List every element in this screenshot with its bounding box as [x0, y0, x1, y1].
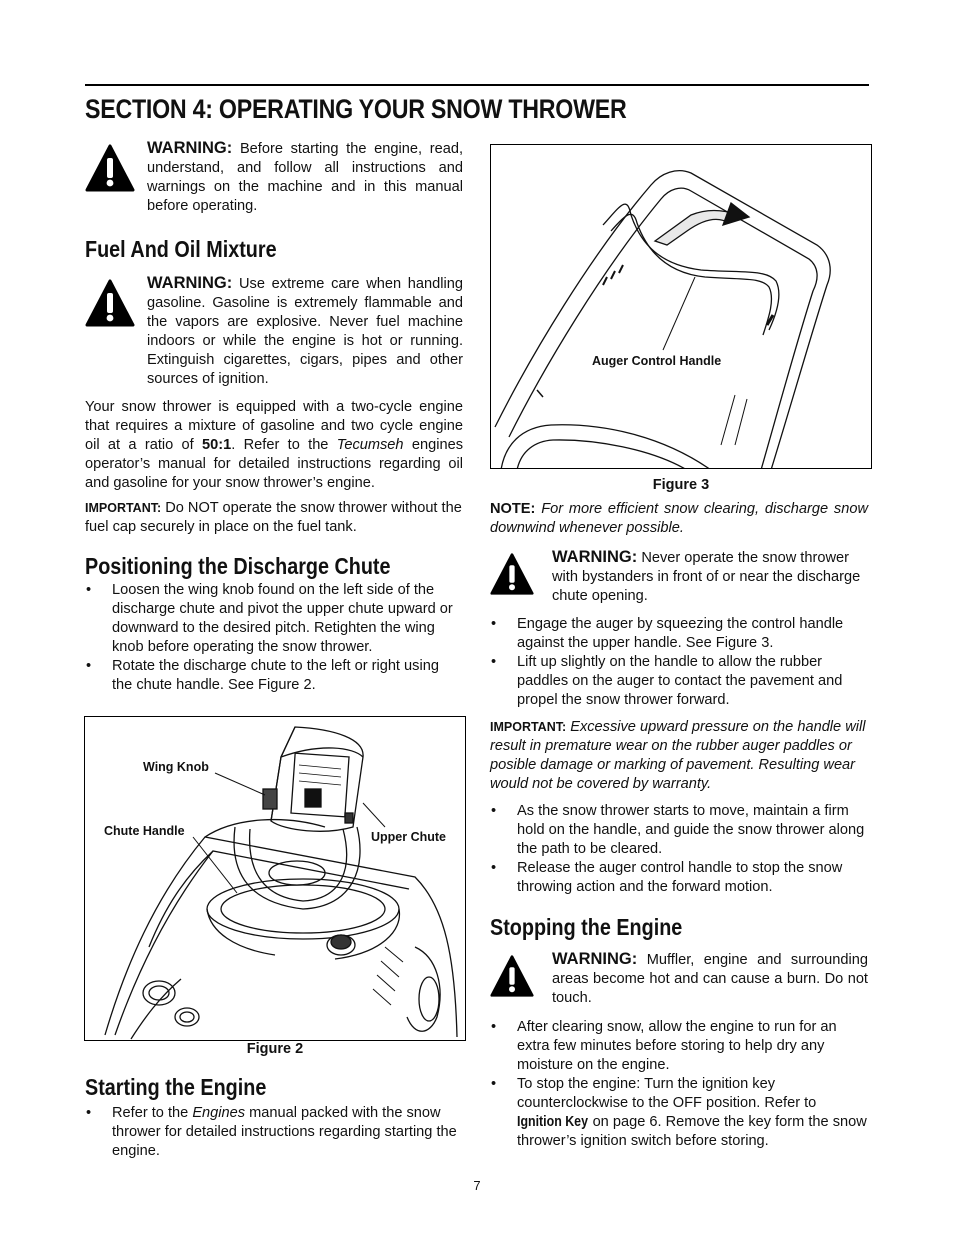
fuel-paragraph — [85, 398, 463, 493]
list-item: • Release the auger control handle to stop the snow throwing action and the forward motion. — [490, 859, 868, 897]
figure-2-caption: Figure 2 — [246, 1041, 304, 1057]
fuel-brand: Tecumseh — [336, 437, 404, 453]
list-item — [85, 1104, 463, 1161]
chute-heading: Positioning the Discharge Chute — [85, 553, 391, 579]
left-column — [85, 139, 463, 695]
warning-hot — [490, 950, 868, 1008]
list-item: • After clearing snow, allow the engine to run for an extra few minutes before storing to help dry any moisture on the engine. — [490, 1018, 868, 1075]
warning-triangle-icon — [490, 548, 540, 606]
starting-section — [85, 1073, 463, 1161]
important-2 — [490, 718, 868, 794]
warning-label: WARNING: — [147, 139, 233, 157]
auger-control-handle-label: Auger Control Handle — [592, 354, 722, 368]
header-rule — [85, 84, 869, 86]
warning-triangle-icon — [85, 139, 135, 216]
stopping-text-a: To stop the engine: Turn the ignition key counterclockwise to the OFF position. Refer to — [517, 1076, 817, 1111]
list-item: • Lift up slightly on the handle to allow the rubber paddles on the auger to contact the pavement and propel the snow thrower forward. — [490, 653, 868, 710]
warning-hot-body: Muffler, engine and surrounding areas become hot and can cause a burn. Do not touch. — [552, 952, 868, 1006]
auger-handle-drawing — [491, 145, 872, 469]
fuel-ratio: 50:1 — [202, 437, 232, 453]
warning-fuel-body: Use extreme care when handling gasoline. Gasoline is extremely flammable and the vapors are explosive. Never fuel machine indoors or while the engine is hot or running. Extinguish cigarettes, cigars, pipes and other sources of ignition. — [147, 276, 463, 387]
list-item: • Loosen the wing knob found on the left side of the discharge chute and pivot the upper chute upward or downward to the desired pitch. Retighten the wing knob before operating the snow thrower. — [85, 581, 463, 657]
fuel-heading: Fuel And Oil Mixture — [85, 236, 277, 262]
list-item: • Rotate the discharge chute to the left or right using the chute handle. See Figure 2. — [85, 657, 463, 695]
figure-3 — [490, 144, 872, 469]
chute-bullets — [85, 581, 463, 695]
fuel-important-text: Do NOT operate the snow thrower without the fuel cap securely in place on the fuel tank. — [85, 500, 462, 535]
warning-bystanders-text — [552, 548, 868, 606]
auger-bullets — [490, 615, 868, 710]
warning-bystanders — [490, 548, 868, 606]
list-item: • As the snow thrower starts to move, maintain a firm hold on the handle, and guide the snow thrower along the path to be cleared. — [490, 802, 868, 859]
upper-chute-label: Upper Chute — [371, 830, 446, 844]
note-label: NOTE: — [490, 501, 536, 517]
important-label: IMPORTANT: — [490, 720, 567, 734]
list-item — [490, 1075, 868, 1151]
warning-fuel — [85, 274, 463, 389]
starting-text-em: Engines — [192, 1105, 246, 1121]
note — [490, 500, 868, 538]
fuel-text-c: engines operator’s manual for detailed instructions regarding oil and gasoline for your snow thrower’s engine. — [85, 437, 463, 491]
warning-label: WARNING: — [147, 274, 233, 292]
warning-bystanders-body: Never operate the snow thrower with bystanders in front of or near the discharge chute opening. — [552, 550, 861, 604]
warning-label: WARNING: — [552, 548, 638, 566]
fuel-important — [85, 499, 463, 537]
wing-knob-label: Wing Knob — [143, 760, 209, 774]
warning-triangle-icon — [85, 274, 135, 389]
move-bullets — [490, 802, 868, 897]
section-title: SECTION 4: OPERATING YOUR SNOW THROWER — [85, 94, 627, 124]
list-item: • Engage the auger by squeezing the control handle against the upper handle. See Figure 3. — [490, 615, 868, 653]
figure-2 — [84, 716, 466, 1041]
starting-text-a: Refer to the — [112, 1105, 193, 1121]
stopping-bullets — [490, 1018, 868, 1151]
warning-hot-text — [552, 950, 868, 1008]
fuel-text-b: . Refer to the — [231, 437, 337, 453]
warning-fuel-text — [147, 274, 463, 389]
right-column — [490, 500, 868, 1151]
important-label: IMPORTANT: — [85, 501, 162, 515]
fuel-text-a: Your snow thrower is equipped with a two-cycle engine that requires a mixture of gasoline and two cycle engine oil at a ratio of — [85, 399, 463, 453]
note-text: For more efficient snow clearing, discharge snow downwind whenever possible. — [490, 501, 868, 536]
stopping-heading: Stopping the Engine — [490, 914, 683, 940]
important-2-text: Excessive upward pressure on the handle will result in premature wear on the rubber auger paddles or posible damage or marking of pavement. Resulting wear would not be covered by warranty. — [490, 719, 866, 792]
warning-triangle-icon — [490, 950, 540, 1008]
stopping-text-b: on page 6. Remove the key form the snow thrower’s ignition switch before storing. — [517, 1114, 867, 1149]
warning-label: WARNING: — [552, 950, 638, 968]
warning-start-text — [147, 139, 463, 216]
starting-bullets — [85, 1104, 463, 1161]
starting-text-b: manual packed with the snow thrower for detailed instructions regarding starting the engine. — [112, 1105, 457, 1159]
figure-3-caption: Figure 3 — [652, 477, 710, 493]
page-number: 7 — [473, 1178, 481, 1193]
warning-start-body: Before starting the engine, read, understand, and follow all instructions and warnings on the machine and in this manual before operating. — [147, 141, 463, 214]
starting-heading: Starting the Engine — [85, 1074, 267, 1100]
warning-start — [85, 139, 463, 216]
ignition-key-reference: Ignition Key — [517, 1114, 588, 1130]
chute-handle-label: Chute Handle — [104, 824, 185, 838]
